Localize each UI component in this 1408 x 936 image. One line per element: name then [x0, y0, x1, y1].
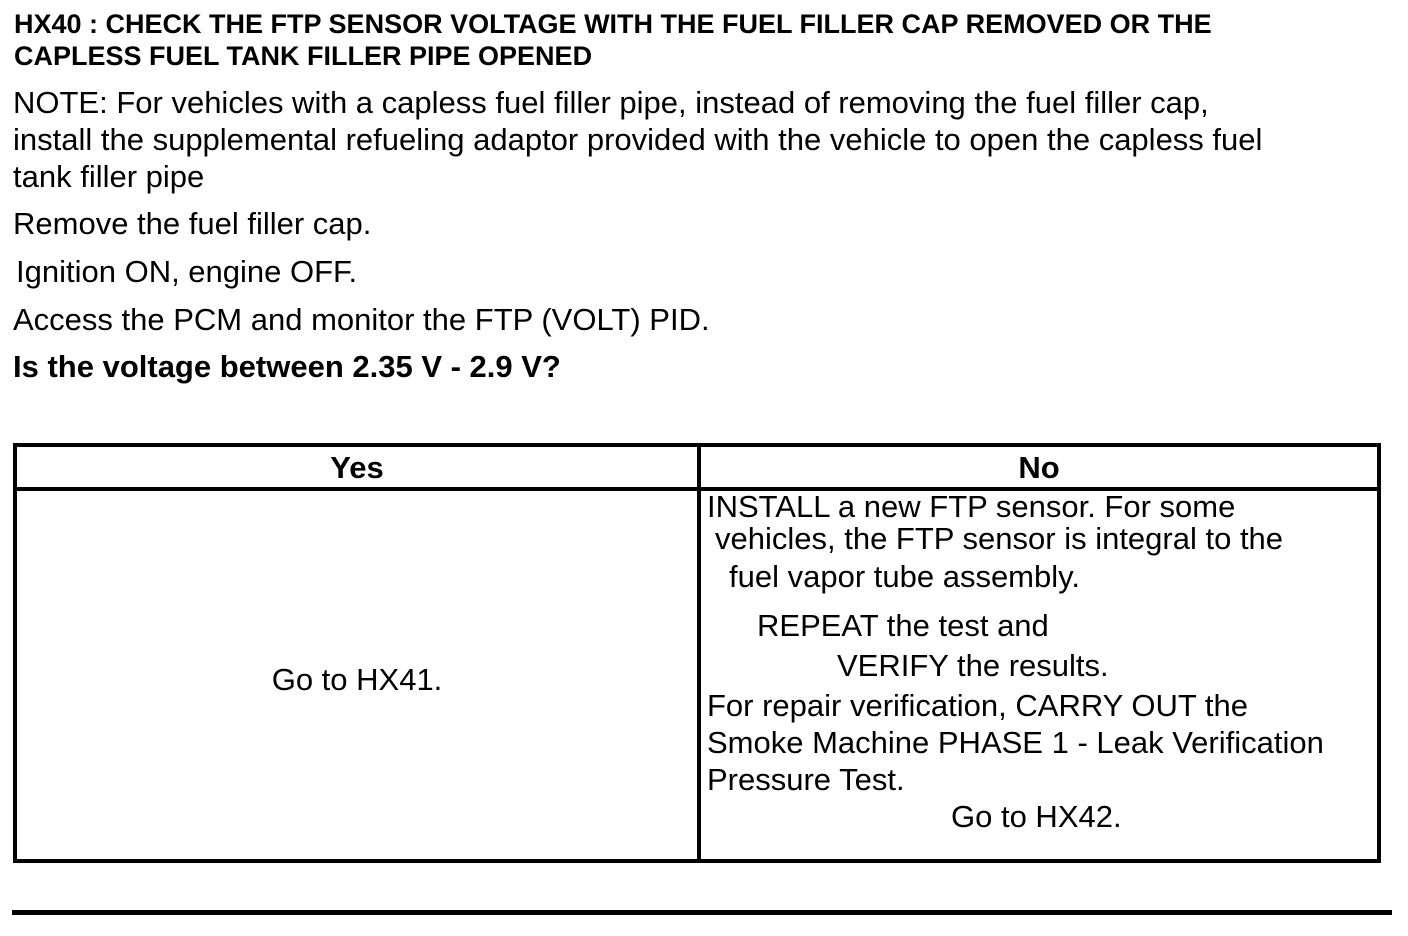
- no-line-2: vehicles, the FTP sensor is integral to the: [715, 521, 1284, 556]
- header-yes: Yes: [330, 450, 384, 485]
- no-line-3: fuel vapor tube assembly.: [729, 559, 1080, 594]
- no-line-1: INSTALL a new FTP sensor. For some: [707, 489, 1236, 524]
- heading-line-2: CAPLESS FUEL TANK FILLER PIPE OPENED: [14, 41, 593, 71]
- step-remove-cap: Remove the fuel filler cap.: [13, 206, 372, 241]
- note-line-1: NOTE: For vehicles with a capless fuel filler pipe, instead of removing the fuel filler cap,: [13, 85, 1209, 120]
- note-paragraph: [13, 84, 1383, 195]
- step-ignition: Ignition ON, engine OFF.: [16, 254, 358, 289]
- step-heading: [14, 8, 1384, 72]
- heading-line-1: HX40 : CHECK THE FTP SENSOR VOLTAGE WITH THE FUEL FILLER CAP REMOVED OR THE: [14, 9, 1212, 39]
- result-table: [13, 443, 1381, 863]
- no-line-9: Go to HX42.: [951, 799, 1122, 834]
- note-line-2: install the supplemental refueling adaptor provided with the vehicle to open the capless fuel: [13, 122, 1263, 157]
- no-line-8: Pressure Test.: [707, 762, 905, 797]
- test-question: Is the voltage between 2.35 V - 2.9 V?: [13, 349, 561, 384]
- no-line-7: Smoke Machine PHASE 1 - Leak Verification: [707, 725, 1324, 760]
- footer-rule: [12, 910, 1392, 915]
- step-access-pcm: Access the PCM and monitor the FTP (VOLT) PID.: [13, 302, 710, 337]
- no-line-5: VERIFY the results.: [837, 648, 1109, 683]
- column-divider: [697, 447, 701, 859]
- header-no: No: [1018, 450, 1060, 485]
- yes-action: Go to HX41.: [271, 662, 443, 697]
- no-line-4: REPEAT the test and: [757, 608, 1049, 643]
- no-line-6: For repair verification, CARRY OUT the: [707, 688, 1248, 723]
- note-line-3: tank filler pipe: [13, 159, 205, 194]
